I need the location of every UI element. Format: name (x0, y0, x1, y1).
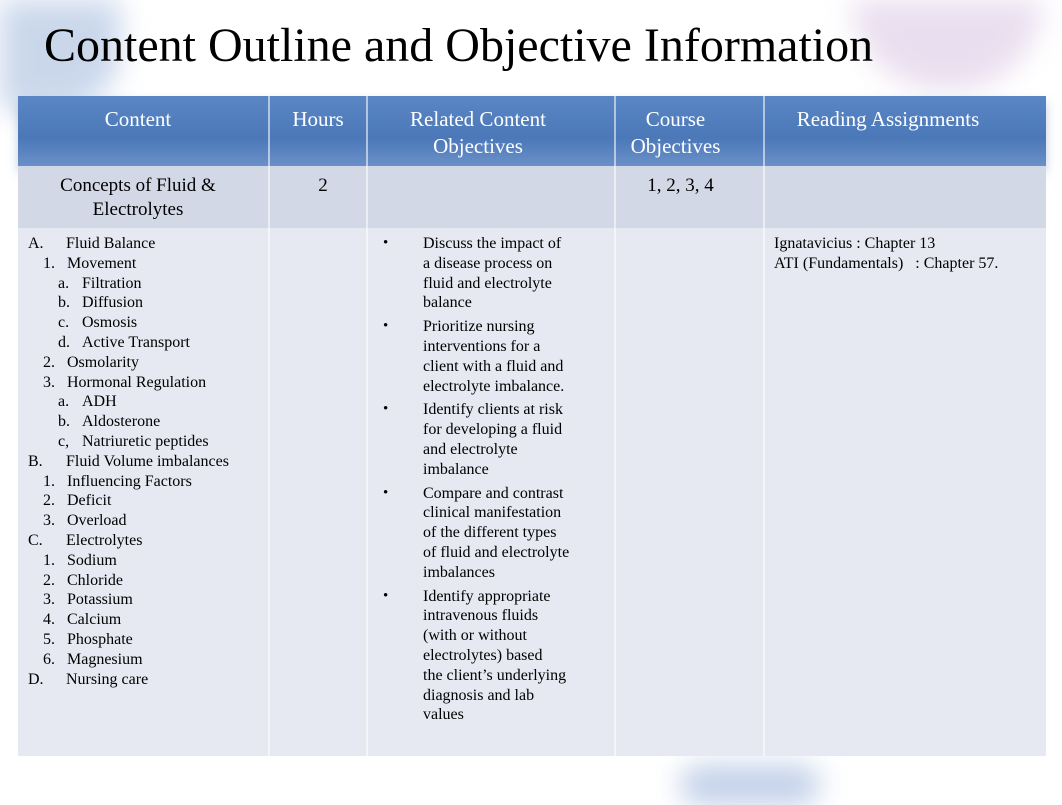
outline-text: Filtration (82, 274, 142, 292)
topic-content: Concepts of Fluid & Electrolytes (60, 175, 216, 220)
outline-marker: C. (28, 531, 43, 549)
objective-line: a disease process on (423, 254, 553, 272)
objective-line: of the different types (423, 524, 557, 542)
outline-marker: 1. (43, 551, 55, 569)
outline-item (28, 472, 229, 492)
objective-line: imbalance (423, 460, 489, 478)
outline-item (28, 551, 229, 571)
topic-row (18, 166, 1046, 228)
outline-text: Deficit (67, 492, 112, 510)
outline-marker: b. (58, 413, 70, 431)
outline-item (28, 630, 229, 650)
outline-item (28, 333, 229, 353)
objective-line: fluid and electrolyte (423, 274, 552, 292)
outline-text: ADH (82, 393, 117, 411)
bullet-icon: • (383, 484, 389, 501)
outline-marker: 3. (43, 512, 55, 530)
page-title: Content Outline and Objective Information (44, 19, 874, 72)
outline-item (28, 274, 229, 294)
bullet-icon: • (383, 401, 389, 418)
column-divider (366, 96, 368, 756)
table-header-row (18, 96, 1046, 166)
content-table (18, 96, 1046, 756)
objective-item (380, 317, 590, 396)
outline-text: Osmosis (82, 314, 138, 332)
outline-marker: c, (58, 432, 70, 450)
objective-line: values (423, 706, 464, 724)
outline-item (28, 452, 229, 472)
outline-item (28, 353, 229, 373)
outline-text: Aldosterone (82, 413, 161, 431)
outline-item (28, 670, 229, 690)
reading-item: ATI (Fundamentals) : Chapter 57. (774, 254, 999, 272)
objective-line: client with a fluid and (423, 357, 564, 375)
outline-item (28, 511, 229, 531)
outline-text: Natriuretic peptides (82, 432, 209, 450)
outline-marker: 5. (43, 630, 55, 648)
outline-item (28, 412, 229, 432)
content-outline (28, 234, 229, 689)
objective-line: Identify clients at risk (423, 401, 563, 419)
column-header-hours: Hours (292, 107, 344, 131)
column-header-course-objectives: Course Objectives (630, 107, 721, 158)
topic-course-objectives: 1, 2, 3, 4 (647, 175, 714, 196)
objective-line: (with or without (423, 627, 527, 645)
column-divider (614, 96, 616, 756)
outline-item (28, 313, 229, 333)
objective-line: diagnosis and lab (423, 686, 535, 704)
bullet-icon: • (383, 235, 389, 251)
objective-line: intravenous fluids (423, 607, 539, 625)
objective-item (380, 484, 590, 583)
objective-line: of fluid and electrolyte (423, 543, 570, 561)
outline-text: Overload (67, 512, 127, 530)
objective-line: Discuss the impact of (423, 235, 562, 252)
outline-marker: A. (28, 235, 44, 252)
outline-text: Potassium (67, 591, 133, 609)
outline-text: Hormonal Regulation (67, 373, 207, 391)
outline-marker: 2. (43, 492, 55, 510)
column-divider (763, 96, 765, 756)
outline-marker: 4. (43, 611, 55, 629)
outline-item (28, 293, 229, 313)
objective-line: clinical manifestation (423, 504, 562, 522)
objective-line: for developing a fluid (423, 421, 563, 439)
outline-marker: a. (58, 393, 70, 411)
objective-line: Identify appropriate (423, 587, 551, 605)
objective-item (380, 400, 590, 479)
outline-marker: 2. (43, 353, 55, 371)
background-decoration (852, 0, 1042, 90)
outline-text: Fluid Balance (66, 235, 156, 252)
objective-line: Prioritize nursing (423, 318, 535, 336)
outline-item (28, 571, 229, 591)
outline-text: Phosphate (67, 630, 133, 648)
outline-marker: 1. (43, 472, 55, 490)
outline-text: Sodium (67, 551, 117, 569)
outline-text: Nursing care (66, 670, 149, 688)
outline-text: Influencing Factors (67, 472, 192, 490)
reading-item: Ignatavicius : Chapter 13 (774, 235, 936, 252)
objective-line: electrolyte imbalance. (423, 377, 565, 395)
outline-text: Electrolytes (66, 531, 143, 549)
column-header-related-objectives: Related Content Objectives (410, 107, 546, 158)
objective-line: imbalances (423, 563, 495, 581)
background-decoration (680, 765, 820, 805)
outline-item (28, 531, 229, 551)
outline-text: Calcium (67, 611, 122, 629)
outline-text: Osmolarity (67, 353, 139, 371)
outline-marker: B. (28, 452, 43, 470)
reading-assignments (774, 234, 998, 274)
outline-marker: D. (28, 670, 44, 688)
bullet-icon: • (383, 587, 389, 604)
outline-marker: c. (58, 314, 70, 332)
outline-text: Magnesium (67, 650, 143, 668)
outline-marker: 3. (43, 591, 55, 609)
outline-marker: 6. (43, 650, 55, 668)
outline-item (28, 373, 229, 393)
outline-marker: 1. (43, 254, 55, 272)
outline-marker: d. (58, 333, 70, 351)
objective-line: the client’s underlying (423, 666, 567, 684)
outline-marker: 3. (43, 373, 55, 391)
objective-line: interventions for a (423, 337, 541, 355)
objective-item (380, 587, 590, 726)
outline-text: Movement (67, 254, 137, 272)
objective-line: Compare and contrast (423, 484, 564, 502)
objective-line: and electrolyte (423, 440, 518, 458)
outline-text: Active Transport (82, 333, 190, 351)
outline-item (28, 590, 229, 610)
outline-marker: b. (58, 294, 70, 312)
objective-item (380, 234, 590, 313)
topic-hours: 2 (318, 175, 328, 196)
outline-text: Diffusion (82, 294, 144, 312)
outline-item (28, 650, 229, 670)
outline-item (28, 234, 229, 254)
objective-line: electrolytes) based (423, 646, 543, 664)
outline-marker: 2. (43, 571, 55, 589)
column-header-content: Content (104, 107, 172, 131)
outline-text: Fluid Volume imbalances (66, 452, 229, 470)
outline-text: Chloride (67, 571, 123, 589)
related-objectives-list (380, 234, 590, 729)
column-header-reading: Reading Assignments (796, 107, 980, 131)
bullet-icon: • (383, 318, 389, 335)
objective-line: balance (423, 294, 472, 312)
outline-item (28, 610, 229, 630)
outline-item (28, 254, 229, 274)
column-divider (268, 96, 270, 756)
outline-item (28, 491, 229, 511)
outline-item (28, 432, 229, 452)
outline-item (28, 392, 229, 412)
outline-marker: a. (58, 274, 70, 292)
